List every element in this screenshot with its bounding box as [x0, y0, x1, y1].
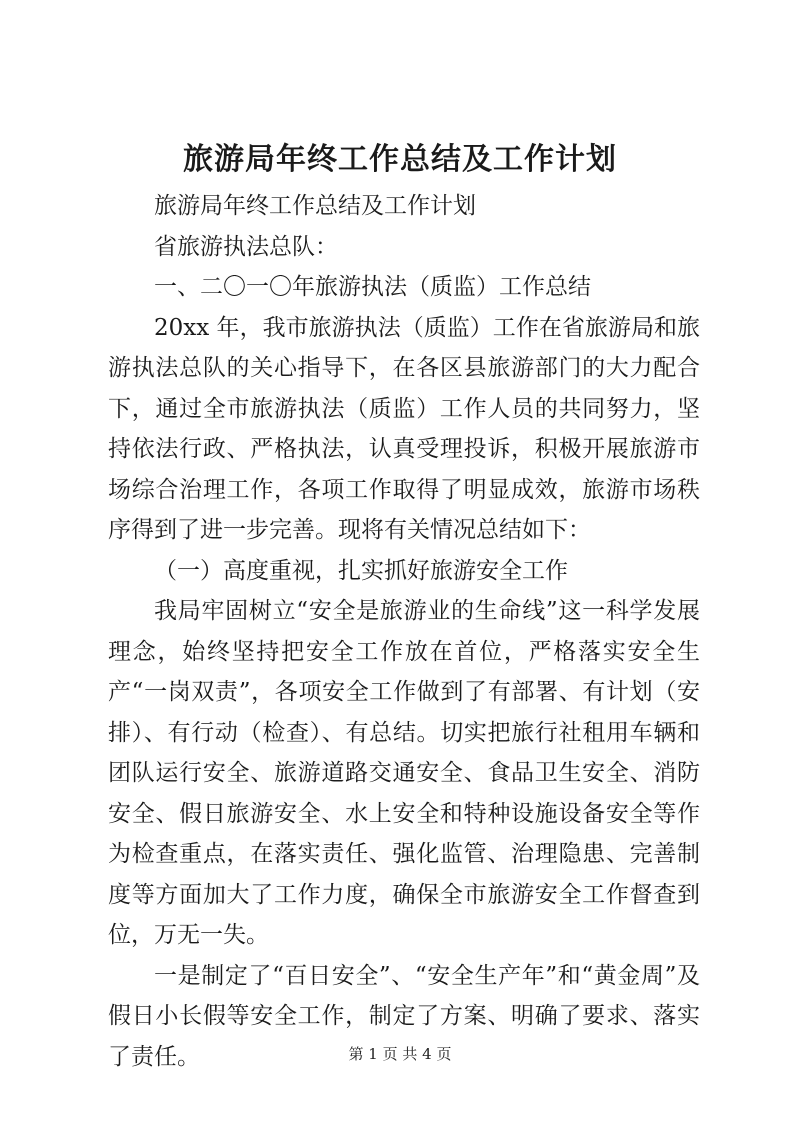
document-title: 旅游局年终工作总结及工作计划	[183, 142, 617, 177]
page-footer: 第 1 页 共 4 页	[348, 1045, 452, 1063]
document-body	[108, 186, 700, 1077]
paragraph-subtitle: 旅游局年终工作总结及工作计划	[154, 193, 476, 219]
paragraph-summary: 20xx 年，我市旅游执法（质监）工作在省旅游局和旅游执法总队的关心指导下，在各区县旅游部门的大力配合下，通过全市旅游执法（质监）工作人员的共同努力，坚持依法行政、严格执法，认真受理投诉，积极开展旅游市场综合治理工作，各项工作取得了明显成效，旅游市场秩序得到了进一步完善。现将有关情况总结如下：	[108, 314, 700, 543]
paragraph-recipient: 省旅游执法总队：	[154, 233, 338, 260]
paragraph-safety: 我局牢固树立“安全是旅游业的生命线”这一科学发展理念，始终坚持把安全工作放在首位，严格落实安全生产“一岗双责”，各项安全工作做到了有部署、有计划（安排）、有行动（检查）、有总结。切实把旅行社租用车辆和团队运行安全、旅游道路交通安全、食品卫生安全、消防安全、假日旅游安全、水上安全和特种设施设备安全等作为检查重点，在落实责任、强化监管、治理隐患、完善制度等方面加大了工作力度，确保全市旅游安全工作督查到位，万无一失。	[108, 598, 700, 948]
paragraph-first-item: 一是制定了“百日安全”、“安全生产年”和“黄金周”及假日小长假等安全工作，制定了方案、明确了要求、落实了责任。	[108, 962, 700, 1070]
sub-heading: （一）高度重视，扎实抓好旅游安全工作	[154, 557, 568, 584]
section-heading: 一、二〇一〇年旅游执法（质监）工作总结	[154, 274, 591, 300]
